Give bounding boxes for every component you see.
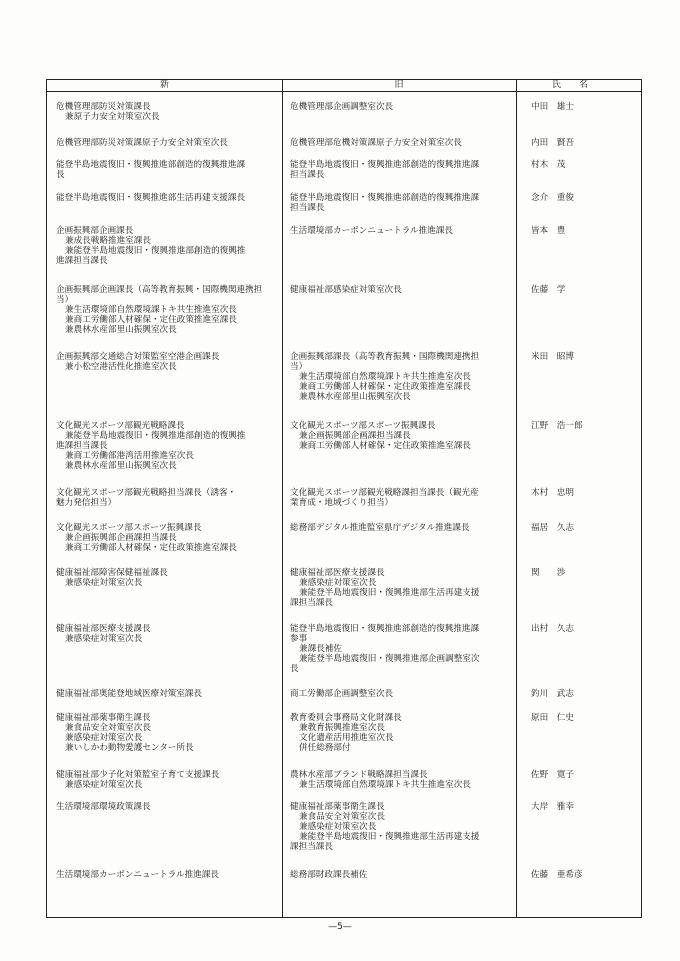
page-number: —5— [328,922,352,932]
header-divider [47,91,641,92]
new-position-line: 生活環境部環境政策課長 [56,802,151,812]
old-position-line: 兼課長補佐 [299,644,342,654]
new-position-line: 健康福祉部薬事衛生課長 [56,713,151,723]
old-position-cell [290,523,514,533]
new-position-cell [56,802,278,812]
old-position-cell [290,624,514,674]
new-position-line: 当） [56,295,74,305]
new-position-line: 生活環境部カーボンニュートラル推進課長 [56,870,220,880]
new-position-line: 健康福祉部少子化対策監室子育て支援課長 [56,770,220,780]
old-position-line: 当） [290,362,308,372]
old-position-line: 業育成・地域づくり担当） [290,498,394,508]
new-position-line: 企画振興部企画課長（高等教育振興・国際機関連携担 [56,285,263,295]
new-position-cell [56,713,278,753]
new-position-line: 兼成長戦略推進室課長 [65,236,151,246]
new-position-cell [56,226,278,266]
new-position-cell [56,624,278,644]
column-divider [282,80,283,917]
header-old: 旧 [394,80,404,90]
new-position-line: 兼感染症対策室次長 [65,733,143,743]
new-position-line: 長 [56,170,65,180]
old-position-line: 課担当課長 [290,842,333,852]
new-position-cell [56,421,278,471]
new-position-line: 文化観光スポーツ部スポーツ振興課長 [56,523,202,533]
old-position-line: 健康福祉部薬事衛生課長 [290,802,385,812]
person-name: 米田 昭博 [531,352,574,362]
person-name: 原田 仁史 [531,713,574,723]
person-name: 大岸 雅幸 [531,802,574,812]
header-name: 氏名 [551,80,606,90]
new-position-line: 文化観光スポーツ部観光戦略課長 [56,421,185,431]
old-position-line: 能登半島地震復旧・復興推進部創造的復興推進課 [290,160,480,170]
new-position-line: 兼感染症対策室次長 [65,780,143,790]
new-position-line: 兼農林水産部里山振興室次長 [65,461,177,471]
new-position-cell [56,523,278,553]
old-position-line: 兼農林水産部里山振興室次長 [299,392,411,402]
new-position-line: 兼能登半島地震復旧・復興推進部創造的復興推 [65,431,246,441]
old-position-line: 担当課長 [290,170,325,180]
new-position-line: 企画振興部交通総合対策監室空港企画課長 [56,352,220,362]
old-position-line: 兼生活環境部自然環境課トキ共生推進室次長 [299,780,471,790]
new-position-cell [56,689,278,699]
person-name: 内田 賢吾 [531,138,574,148]
old-position-line: 兼能登半島地震復旧・復興推進部生活再建支援 [299,832,480,842]
old-position-line: 参事 [290,634,308,644]
person-name: 村木 茂 [531,160,566,170]
old-position-line: 長 [290,664,299,674]
old-position-cell [290,285,514,295]
new-position-line: 兼商工労働部港湾活用推進室次長 [65,451,194,461]
new-position-line: 文化観光スポーツ部観光戦略担当課長（誘客・ [56,488,237,498]
new-position-line: 兼感染症対策室次長 [65,578,143,588]
new-position-cell [56,870,278,880]
new-position-line: 兼感染症対策室次長 [65,634,143,644]
new-position-line: 兼食品安全対策室次長 [65,723,151,733]
old-position-line: 兼感染症対策室次長 [299,822,377,832]
new-position-line: 兼商工労働部人材確保・定住政策推進室課長 [65,315,237,325]
old-position-line: 兼能登半島地震復旧・復興推進部企画調整室次 [299,654,480,664]
old-position-cell [290,802,514,852]
new-position-line: 危機管理部防災対策課長 [56,102,151,112]
old-position-cell [290,160,514,180]
person-name: 佐藤 学 [531,285,566,295]
old-position-line: 担当課長 [290,203,325,213]
person-name: 関 渉 [531,568,566,578]
person-name: 佐野 寛子 [531,770,574,780]
person-name: 佐藤 亜希彦 [531,870,583,880]
old-position-line: 兼感染症対策室次長 [299,578,377,588]
old-position-cell [290,138,514,148]
person-name: 皆本 豊 [531,226,566,236]
new-position-line: 進課担当課長 [56,441,108,451]
old-position-line: 生活環境部カーボンニュートラル推進課長 [290,226,454,236]
new-position-cell [56,193,278,203]
new-position-line: 企画振興部企画課長 [56,226,134,236]
person-name: 出村 久志 [531,624,574,634]
new-position-line: 能登半島地震復旧・復興推進部創造的復興推進課 [56,160,246,170]
old-position-cell [290,352,514,402]
new-position-cell [56,352,278,372]
new-position-line: 健康福祉部奥能登地域医療対策室課長 [56,689,203,699]
new-position-line: 兼小松空港活性化推進室次長 [65,362,177,372]
new-position-line: 魅力発信担当） [56,498,117,508]
old-position-line: 商工労働部企画調整室次長 [290,689,394,699]
old-position-line: 総務部財政課長補佐 [290,870,368,880]
person-name: 念介 重俊 [531,193,574,203]
old-position-line: 兼食品安全対策室次長 [299,812,385,822]
old-position-cell [290,870,514,880]
old-position-line: 能登半島地震復旧・復興推進部創造的復興推進課 [290,624,480,634]
new-position-line: 兼農林水産部里山振興室次長 [65,325,177,335]
old-position-line: 能登半島地震復旧・復興推進部創造的復興推進課 [290,193,480,203]
old-position-line: 兼教育振興推進室次長 [299,723,385,733]
old-position-cell [290,770,514,790]
header-new: 新 [159,80,169,90]
old-position-line: 健康福祉部感染症対策室次長 [290,285,402,295]
new-position-cell [56,770,278,790]
person-name: 江野 浩一郎 [531,421,583,431]
old-position-cell [290,568,514,608]
old-position-line: 併任総務部付 [299,743,351,753]
old-position-line: 兼商工労働部人材確保・定住政策推進室課長 [299,382,471,392]
old-position-cell [290,713,514,753]
old-position-line: 兼能登半島地震復旧・復興推進部生活再建支援 [299,588,480,598]
old-position-line: 企画振興部課長（高等教育振興・国際機関連携担 [290,352,480,362]
person-name: 中田 雄士 [531,102,574,112]
new-position-line: 兼生活環境部自然環境課トキ共生推進室次長 [65,305,237,315]
new-position-cell [56,285,278,335]
old-position-line: 文化観光スポーツ部スポーツ振興課長 [290,421,436,431]
old-position-line: 総務部デジタル推進監室県庁デジタル推進課長 [290,523,470,533]
new-position-line: 兼原子力安全対策室次長 [65,112,160,122]
old-position-line: 兼商工労働部人材確保・定住政策推進室課長 [299,441,471,451]
new-position-line: 健康福祉部医療支援課長 [56,624,151,634]
old-position-cell [290,421,514,451]
column-divider [516,80,517,917]
old-position-line: 危機管理部危機対策課原子力安全対策室次長 [290,138,462,148]
person-name: 福居 久志 [531,523,574,533]
old-position-cell [290,226,514,236]
new-position-cell [56,568,278,588]
old-position-line: 課担当課長 [290,598,333,608]
new-position-line: 兼企画振興部企画課担当課長 [65,533,177,543]
old-position-line: 文化観光スポーツ部観光戦略課担当課長（観光産 [290,488,479,498]
new-position-cell [56,488,278,508]
old-position-line: 兼生活環境部自然環境課トキ共生推進室次長 [299,372,471,382]
old-position-line: 兼企画振興部企画課担当課長 [299,431,411,441]
personnel-table [46,79,642,918]
person-name: 釣川 武志 [531,689,574,699]
old-position-line: 健康福祉部医療支援課長 [290,568,385,578]
person-name: 木村 忠明 [531,488,574,498]
new-position-line: 危機管理部防災対策課原子力安全対策室次長 [56,138,228,148]
old-position-line: 教育委員会事務局文化財課長 [290,713,402,723]
new-position-line: 健康福祉部障害保健福祉課長 [56,568,168,578]
new-position-line: 能登半島地震復旧・復興推進部生活再建支援課長 [56,193,246,203]
new-position-cell [56,138,278,148]
new-position-line: 兼商工労働部人材確保・定住政策推進室課長 [65,543,237,553]
new-position-line: 兼いしかわ動物愛護センター所長 [65,743,194,753]
old-position-cell [290,102,514,112]
old-position-cell [290,689,514,699]
old-position-cell [290,193,514,213]
old-position-line: 農林水産部ブランド戦略課担当課長 [290,770,428,780]
old-position-line: 文化遺産活用推進室次長 [299,733,394,743]
old-position-line: 危機管理部企画調整室次長 [290,102,394,112]
new-position-line: 兼能登半島地震復旧・復興推進部創造的復興推 [65,246,246,256]
new-position-cell [56,160,278,180]
new-position-cell [56,102,278,122]
new-position-line: 進課担当課長 [56,256,108,266]
old-position-cell [290,488,514,508]
